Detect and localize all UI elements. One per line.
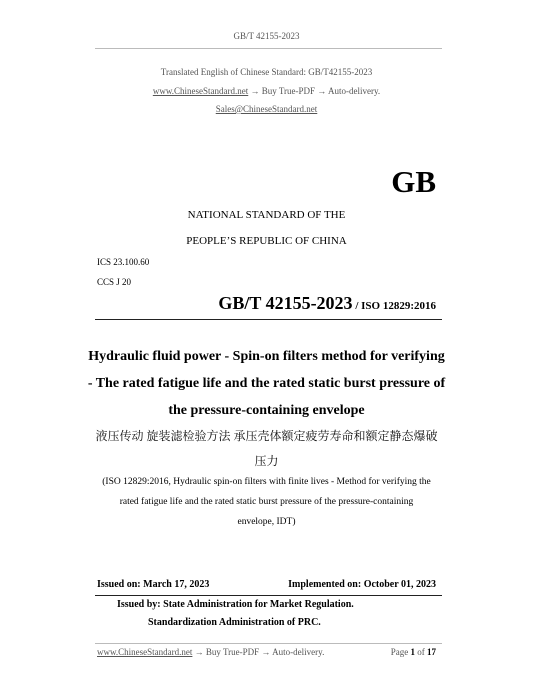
ccs-code: CCS J 20 [97,277,132,287]
translation-notice-line3 [0,104,533,114]
running-header: GB/T 42155-2023 [233,31,300,41]
standard-number [218,293,436,314]
national-standard-line2: PEOPLE’S REPUBLIC OF CHINA [186,235,347,247]
title-en-line2: - The rated fatigue life and the rated static burst pressure of [87,376,446,391]
national-standard-line1: NATIONAL STANDARD OF THE [187,209,346,221]
iso-reference-line3: envelope, IDT) [237,517,296,527]
implemented-date: Implemented on: October 01, 2023 [288,579,436,590]
dates-divider [95,595,442,596]
page-label: Page [390,647,409,657]
iso-reference-line1: (ISO 12829:2016, Hydraulic spin-on filters with finite lives - Method for verifying the [102,477,431,487]
footer-divider [95,643,442,644]
page-indicator [391,647,436,657]
buy-pdf-text: → Buy True-PDF → Auto-delivery. [248,86,381,96]
title-en-line3: the pressure-containing envelope [168,403,365,418]
translation-notice-line2 [0,86,533,96]
title-divider [95,319,442,320]
iso-reference [0,472,533,532]
title-cn-line1: 液压传动 旋装滤检验方法 承压壳体额定疲劳寿命和额定静态爆破 [95,429,438,443]
page-current: 1 [410,647,415,657]
iso-reference-line2: rated fatigue life and the rated static burst pressure of the pressure-containing [119,497,414,507]
standard-number-iso: / ISO 12829:2016 [352,300,436,312]
title-block [0,343,533,474]
title-en-line1: Hydraulic fluid power - Spin-on filters method for verifying [88,349,445,364]
issued-date: Issued on: March 17, 2023 [97,579,210,590]
footer-left [97,647,324,657]
page-of-label: of [417,647,425,657]
standard-number-main: GB/T 42155-2023 [218,293,353,313]
footer-chinesestandard-link[interactable]: www.ChineseStandard.net [97,647,193,657]
gb-mark: GB [391,164,436,199]
issuer-line1: Issued by: State Administration for Market Regulation. [117,599,354,610]
issuer-line2: Standardization Administration of PRC. [148,617,321,628]
sales-email-link[interactable]: Sales@ChineseStandard.net [215,104,318,114]
translation-notice-line1: Translated English of Chinese Standard: GB/T42155-2023 [160,67,373,77]
page-total: 17 [427,647,436,657]
title-cn-line2: 压力 [254,454,279,468]
chinesestandard-link[interactable]: www.ChineseStandard.net [152,86,249,96]
ics-code: ICS 23.100.60 [97,257,150,267]
footer-buy-pdf-text: → Buy True-PDF → Auto-delivery. [192,647,325,657]
header-divider [95,48,442,49]
